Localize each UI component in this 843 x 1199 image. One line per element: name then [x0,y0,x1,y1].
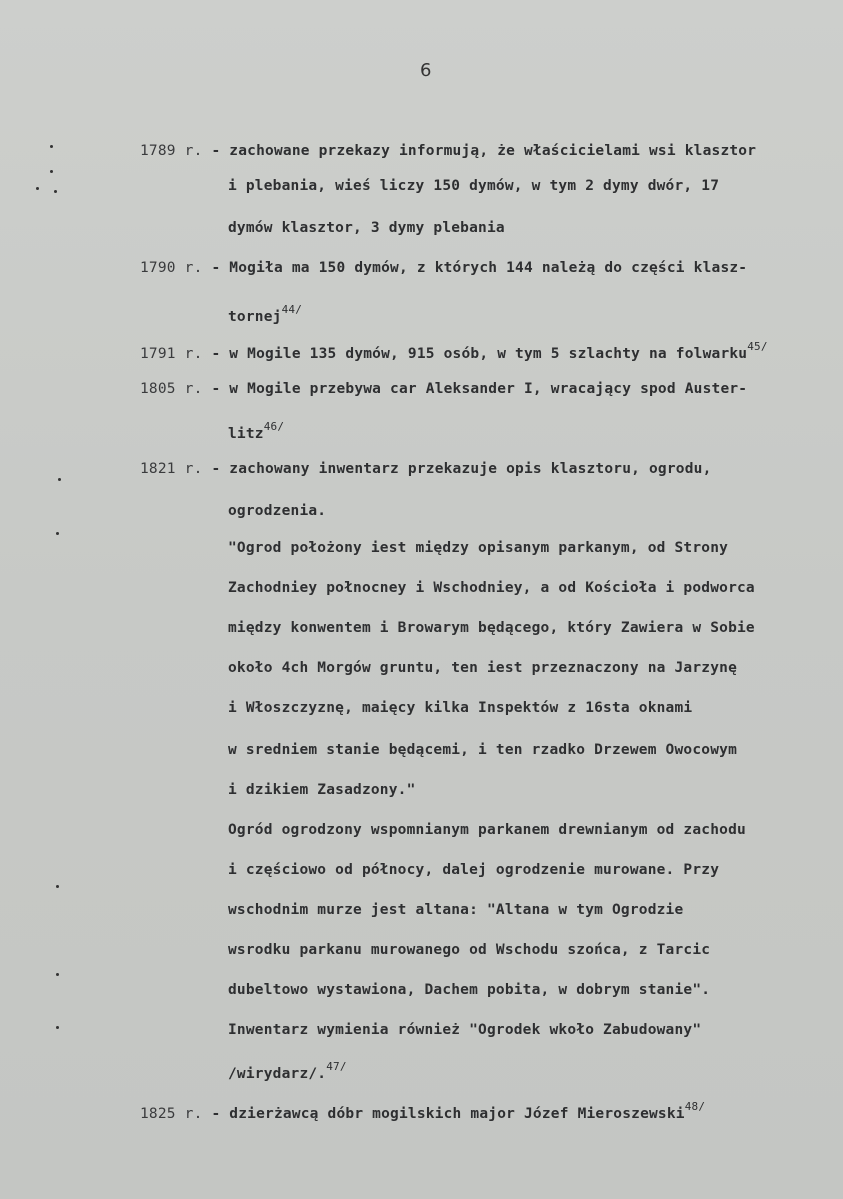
text-line [228,660,737,676]
margin-mark [36,187,39,190]
line-text: - zachowane przekazy informują, że właścicielami wsi klasztor [202,143,757,159]
line-text: Zachodniey połnocney i Wschodniey, a od Kościoła i podworca [228,580,755,596]
entry-year: 1791 r. [140,345,203,362]
line-text: wschodnim murze jest altana: "Altana w tym Ogrodzie [228,902,684,918]
text-line [140,260,747,276]
text-line [228,620,755,636]
line-text: - Mogiła ma 150 dymów, z których 144 należą do części klasz- [202,260,748,276]
footnote-ref: 45/ [747,340,768,353]
line-text: między konwentem i Browarym będącego, który Zawiera w Sobie [228,620,755,636]
text-line [228,1022,701,1038]
entry-year: 1805 r. [140,381,203,397]
line-text: - w Mogile przebywa car Aleksander I, wracający spod Auster- [202,381,748,397]
margin-mark [54,190,57,193]
entry-year: 1825 r. [140,1105,203,1122]
margin-mark [56,973,59,976]
text-line [228,742,737,758]
footnote-ref: 44/ [281,303,303,316]
line-text: i plebania, wieś liczy 150 dymów, w tym 2 dymy dwór, 17 [228,178,720,194]
line-text: dymów klasztor, 3 dymy plebania [228,220,505,236]
line-text: Ogród ogrodzony wspomnianym parkanem drewnianym od zachodu [228,822,746,838]
text-line [140,342,768,362]
line-text: w sredniem stanie będącemi, i ten rzadko Drzewem Owocowym [228,742,737,758]
text-line [228,862,719,878]
text-line [140,461,712,477]
text-line [228,902,683,918]
footnote-ref: 46/ [263,420,285,433]
line-text: dubeltowo wystawiona, Dachem pobita, w dobrym stanie". [228,982,711,998]
line-text: Inwentarz wymienia również "Ogrodek wkoło Zabudowany" [228,1022,702,1038]
text-line [228,700,692,716]
text-line [228,305,302,325]
line-text: i dzikiem Zasadzony." [228,782,416,798]
footnote-ref: 47/ [326,1060,347,1073]
line-text: tornej [228,308,282,325]
text-line [228,503,326,519]
margin-mark [56,532,59,535]
text-line [228,178,719,194]
text-line [140,1102,705,1122]
text-line [228,580,755,596]
text-line [228,822,746,838]
page-number: 6 [420,60,432,81]
text-line [228,540,728,556]
line-text: /wirydarz/. [228,1065,327,1082]
margin-mark [56,1026,59,1029]
entry-year: 1821 r. [140,461,203,477]
margin-mark [50,170,53,173]
text-line [228,942,710,958]
line-text: "Ogrod położony iest między opisanym parkanym, od Strony [228,540,729,556]
footnote-ref: 48/ [684,1100,706,1113]
text-line [228,220,505,236]
margin-mark [56,885,59,888]
entry-year: 1789 r. [140,143,203,159]
text-line [228,782,416,798]
text-line [228,982,710,998]
text-line [140,143,756,159]
line-text: i częściowo od północy, dalej ogrodzenie murowane. Przy [228,862,720,878]
text-line [228,422,284,442]
line-text: - dzierżawcą dóbr mogilskich major Józef Mieroszewski [202,1105,685,1122]
margin-mark [50,145,53,148]
line-text: ogrodzenia. [228,503,327,519]
line-text: - zachowany inwentarz przekazuje opis klasztoru, ogrodu, [202,461,712,477]
text-line [140,381,747,397]
line-text: około 4ch Morgów gruntu, ten iest przeznaczony na Jarzynę [228,660,737,676]
margin-mark [58,478,61,481]
line-text: wsrodku parkanu murowanego od Wschodu szońca, z Tarcic [228,942,711,958]
text-line [228,1062,347,1082]
line-text: - w Mogile 135 dymów, 915 osób, w tym 5 szlachty na folwarku [202,345,748,362]
entry-year: 1790 r. [140,260,203,276]
line-text: litz [228,425,264,442]
line-text: i Włoszczyznę, maięcy kilka Inspektów z 16sta oknami [228,700,693,716]
